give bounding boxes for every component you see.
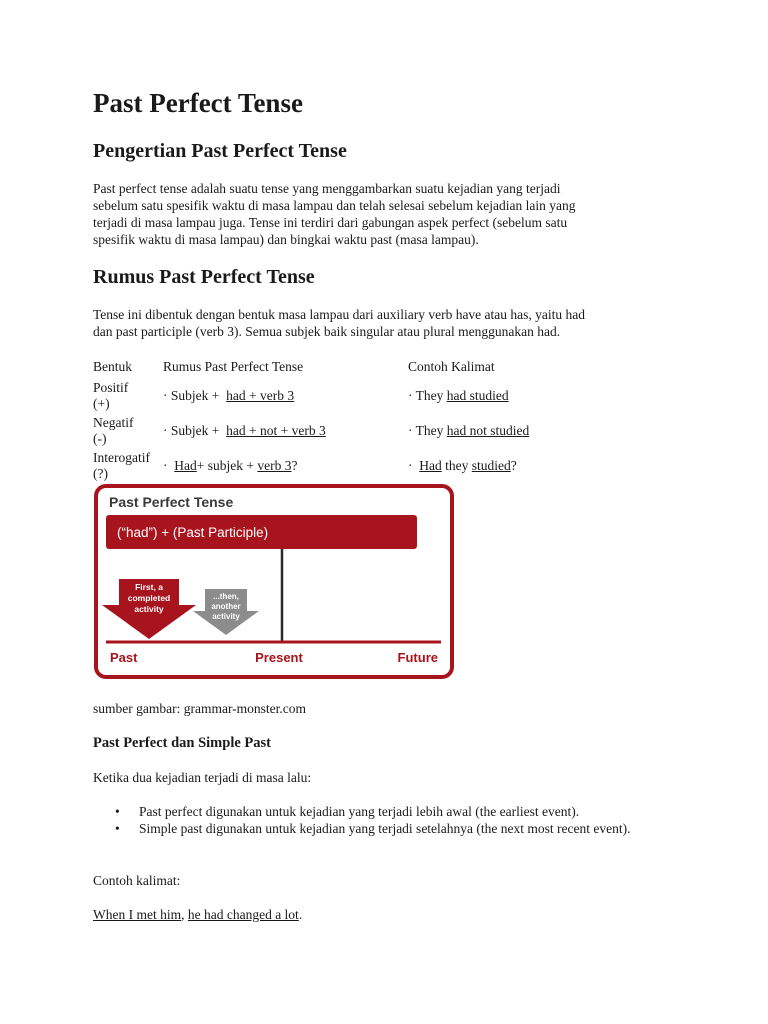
contoh-question-mark: ?: [510, 457, 517, 473]
rumus-prefix: ·: [163, 457, 175, 473]
rumus-formula: had + not + verb 3: [226, 422, 326, 438]
bullet-list: [93, 803, 669, 837]
text-line: Past perfect tense adalah suatu tense yang menggambarkan suatu kejadian yang terjadi: [93, 181, 561, 196]
table-cell-rumus: [163, 448, 408, 483]
first-activity-line: activity: [134, 604, 164, 614]
contoh-prefix: · They: [408, 387, 447, 403]
text-line: dan past participle (verb 3). Semua subjek baik singular atau plural menggunakan had.: [93, 324, 561, 339]
timeline-label-present: Present: [255, 650, 303, 665]
bentuk-label: Negatif: [93, 414, 134, 430]
formula-banner-text: (“had”) + (Past Participle): [117, 525, 269, 540]
table-header-rumus: Rumus Past Perfect Tense: [163, 359, 304, 374]
diagram-title: Past Perfect Tense: [109, 494, 234, 510]
bentuk-label: Interogatif: [93, 449, 150, 465]
then-activity-line: activity: [212, 612, 240, 621]
text-line: terjadi di masa lampau juga. Tense ini terdiri dari gabungan aspek perfect (sebelum satu: [93, 215, 568, 230]
table-cell-contoh: [408, 413, 668, 448]
contoh-example: had not studied: [446, 422, 530, 438]
rumus-question-mark: ?: [291, 457, 298, 473]
contoh-verb: studied: [471, 457, 511, 473]
table-row: [93, 378, 668, 413]
bentuk-label: Positif: [93, 379, 129, 395]
table-row: [93, 448, 668, 483]
list-item: [93, 820, 669, 837]
list-item-text: Simple past digunakan untuk kejadian yang terjadi setelahnya (the next most recent event).: [139, 821, 631, 836]
text-line: spesifik waktu di masa lampau) dan bingkai waktu past (masa lampau).: [93, 232, 479, 247]
then-activity-line: ...then,: [213, 592, 239, 601]
rumus-prefix: · Subjek +: [163, 387, 227, 403]
section-heading-pengertian: Pengertian Past Perfect Tense: [93, 140, 347, 162]
formula-table: [93, 356, 668, 483]
rumus-verb: verb 3: [257, 457, 292, 473]
bullet-icon: •: [115, 804, 120, 819]
text-line: sebelum satu spesifik waktu di masa lampau dan telah selesai sebelum kejadian lain yang: [93, 198, 576, 213]
contoh-prefix: ·: [408, 457, 420, 473]
rumus-formula: had + verb 3: [226, 387, 295, 403]
text-line: Tense ini dibentuk dengan bentuk masa lampau dari auxiliary verb have atau has, yaitu had: [93, 307, 586, 322]
bentuk-symbol: (-): [93, 430, 107, 446]
example-sentence: [93, 906, 673, 923]
example-separator: ,: [181, 907, 188, 922]
table-header-bentuk: Bentuk: [93, 359, 132, 374]
example-clause-when: When I met him: [93, 907, 182, 922]
section-heading-rumus: Rumus Past Perfect Tense: [93, 266, 315, 288]
rumus-prefix: · Subjek +: [163, 422, 227, 438]
bentuk-symbol: (?): [93, 465, 108, 481]
first-activity-line: First, a: [135, 582, 163, 592]
table-cell-contoh: [408, 448, 668, 483]
timeline-label-past: Past: [110, 650, 138, 665]
bullet-icon: •: [115, 821, 120, 836]
page-title: Past Perfect Tense: [93, 88, 303, 118]
rumus-middle: + subjek +: [196, 457, 258, 473]
table-cell-bentuk: [93, 448, 163, 483]
example-label: Contoh kalimat:: [93, 873, 181, 888]
table-header-contoh: Contoh Kalimat: [408, 359, 495, 374]
table-row: [93, 413, 668, 448]
table-cell-rumus: [163, 413, 408, 448]
then-activity-line: another: [211, 602, 241, 611]
image-source: sumber gambar: grammar-monster.com: [93, 701, 307, 716]
timeline-label-future: Future: [397, 650, 438, 665]
section-heading-simple-past: Past Perfect dan Simple Past: [93, 735, 271, 751]
list-item: [93, 803, 669, 820]
example-clause-main: he had changed a lot: [187, 907, 299, 922]
rumus-had: Had: [174, 457, 197, 473]
table-header-row: [93, 356, 668, 378]
list-item-text: Past perfect digunakan untuk kejadian yang terjadi lebih awal (the earliest event).: [139, 804, 580, 819]
timeline-diagram: [93, 483, 455, 681]
table-cell-contoh: [408, 378, 668, 413]
paragraph-pengertian: [93, 180, 673, 248]
table-cell-bentuk: [93, 378, 163, 413]
first-activity-line: completed: [127, 593, 171, 603]
table-cell-bentuk: [93, 413, 163, 448]
contoh-middle: they: [441, 457, 472, 473]
contoh-had: Had: [419, 457, 442, 473]
table-cell-rumus: [163, 378, 408, 413]
contoh-prefix: · They: [408, 422, 447, 438]
paragraph-rumus: [93, 306, 673, 340]
bentuk-symbol: (+): [93, 395, 110, 411]
contoh-example: had studied: [446, 387, 509, 403]
paragraph-intro: Ketika dua kejadian terjadi di masa lalu:: [93, 770, 312, 785]
example-end: .: [298, 907, 303, 922]
